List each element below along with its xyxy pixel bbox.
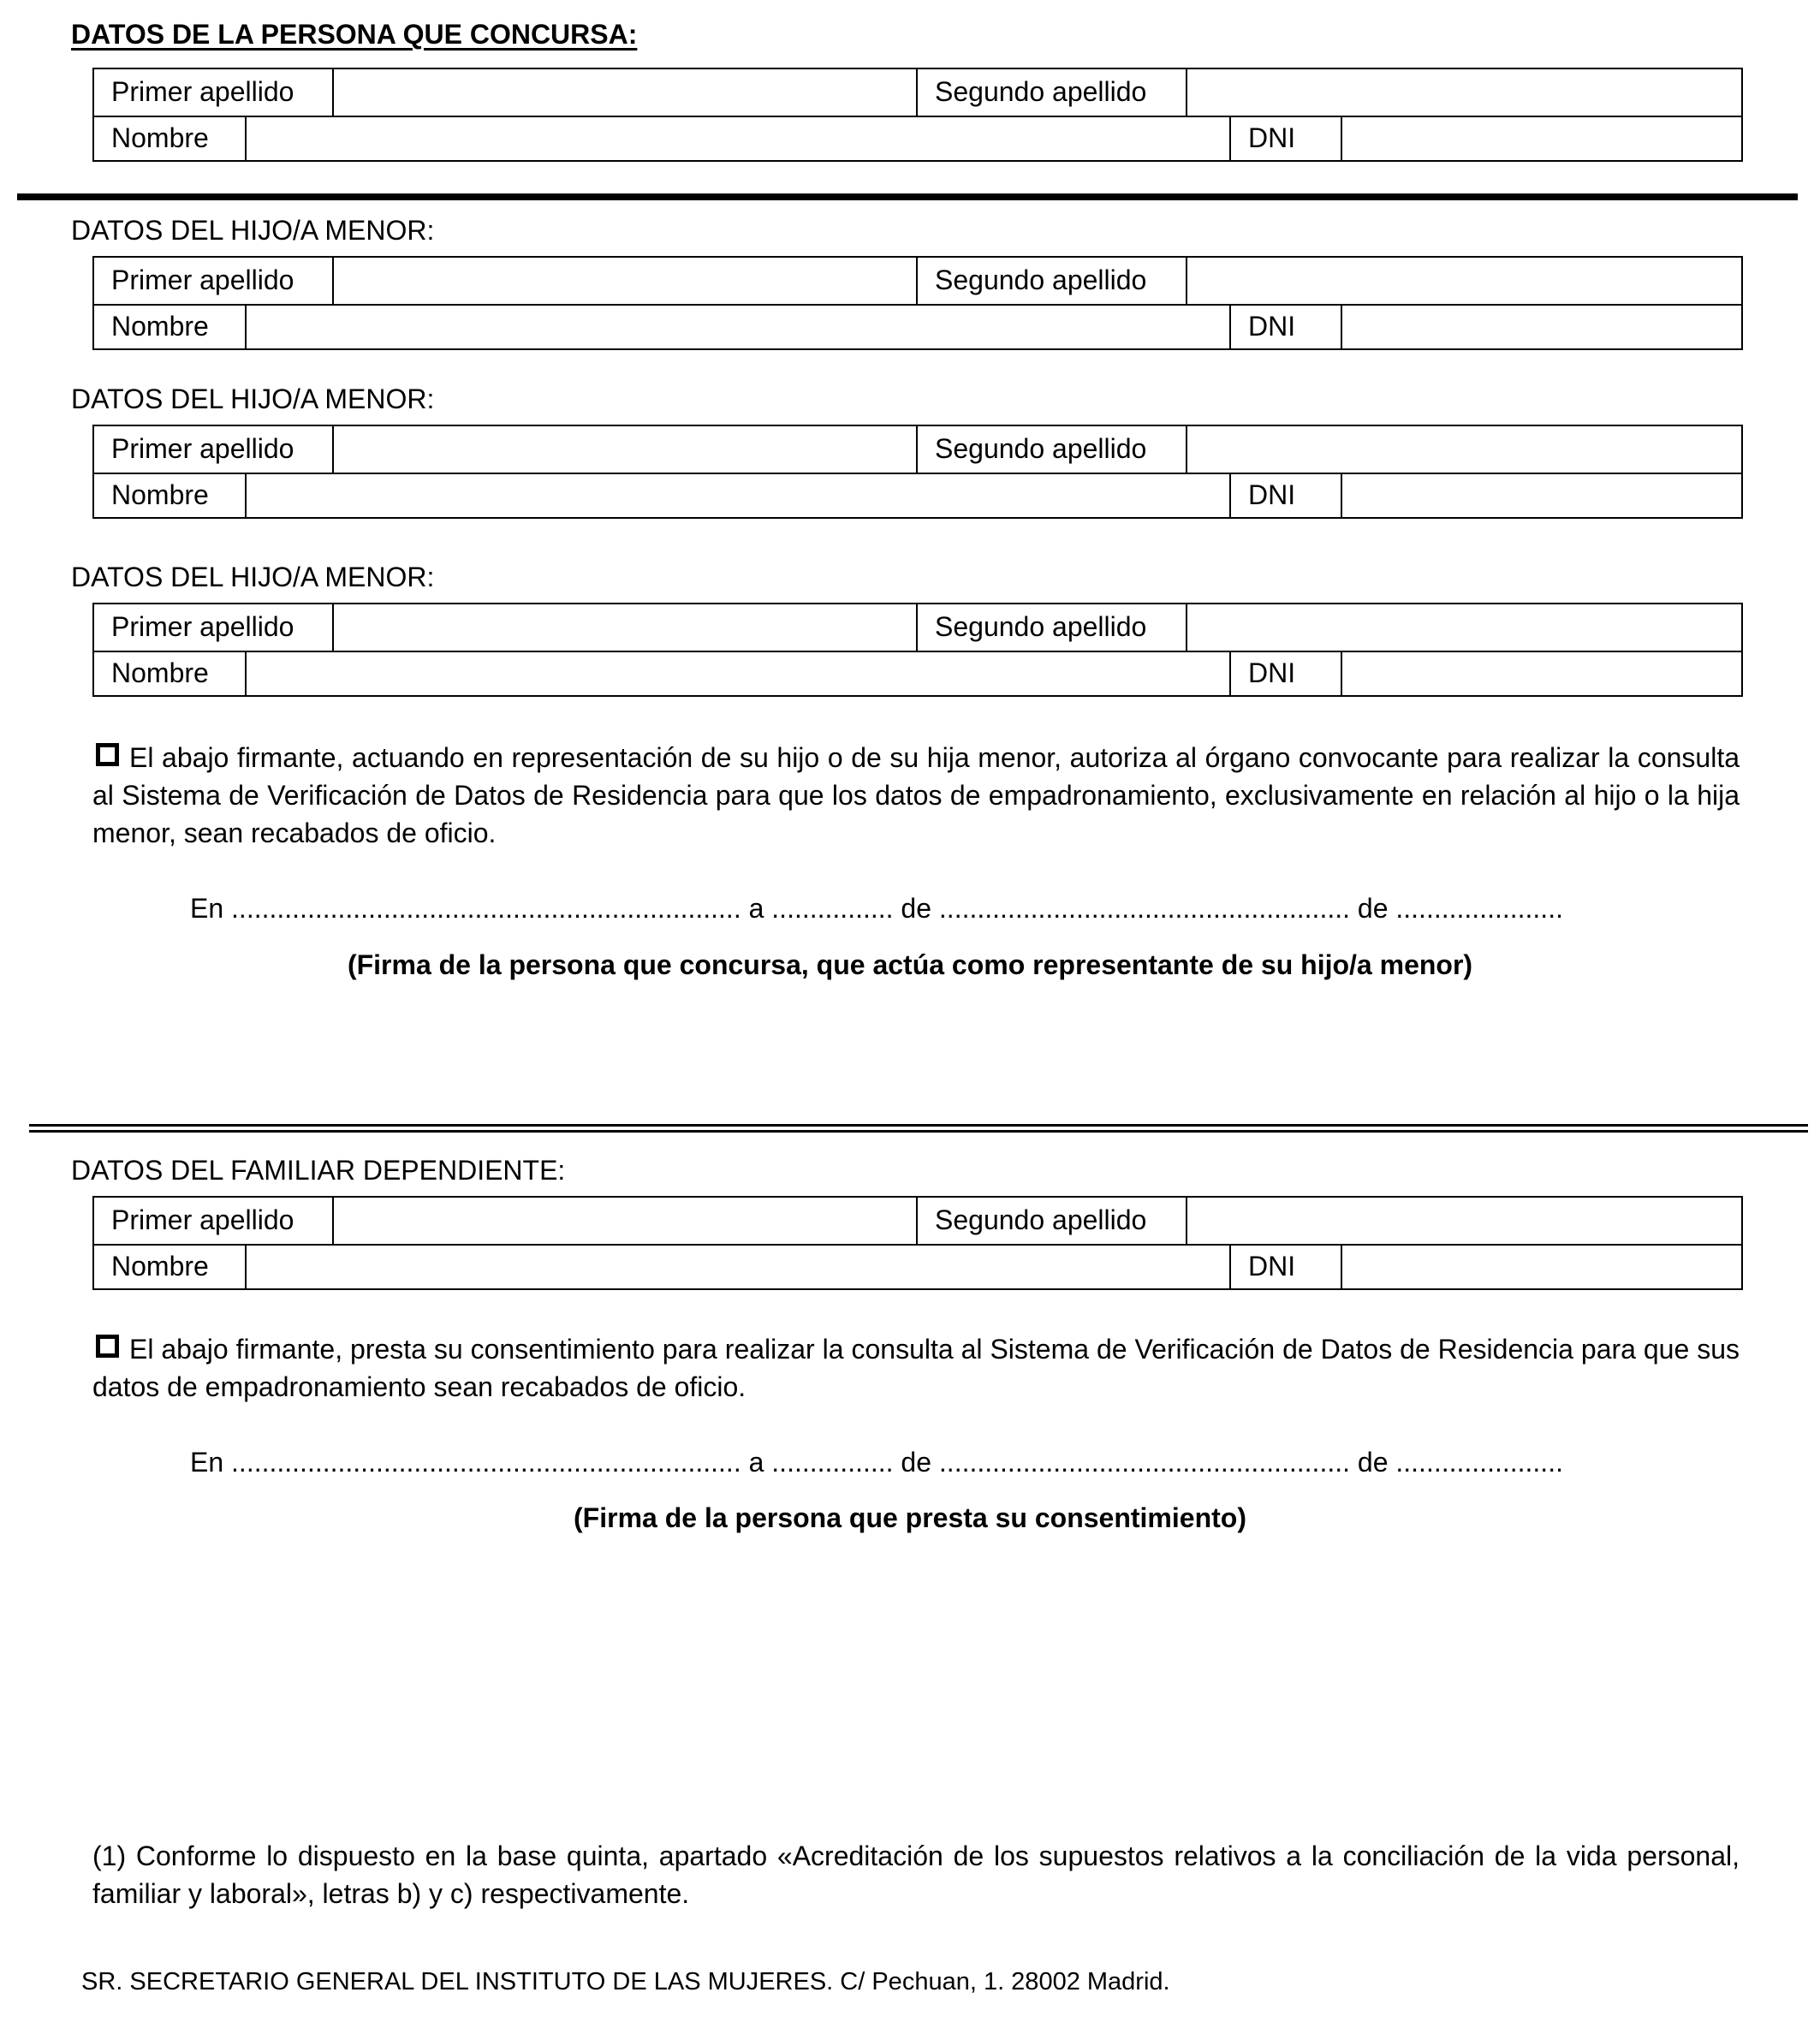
- form-row-apellidos: [94, 1198, 1741, 1246]
- section-title-familiar: DATOS DEL FAMILIAR DEPENDIENTE:: [71, 1155, 566, 1186]
- label-primer-apellido: Primer apellido: [111, 1204, 294, 1235]
- label-segundo-apellido: Segundo apellido: [916, 604, 1186, 651]
- label-primer-apellido: Primer apellido: [111, 265, 294, 295]
- nombre-field[interactable]: [245, 473, 1229, 517]
- date-line-minor: En ................................................................... a ................ de ...................................................... de ......................: [190, 893, 1563, 924]
- primer-apellido-field[interactable]: [332, 604, 916, 651]
- consent-minor-checkbox[interactable]: [96, 743, 119, 766]
- footnote: (1) Conforme lo dispuesto en la base quinta, apartado «Acreditación de los supuestos relativos a la conciliación de la vida personal, familiar y laboral», letras b) y c) respectivamente.: [92, 1841, 1740, 1909]
- date-line-family: En ................................................................... a ................ de ...................................................... de ......................: [190, 1447, 1563, 1478]
- label-nombre: Nombre: [111, 122, 209, 153]
- section-separator-double: [29, 1124, 1808, 1133]
- form-table-hijo-3: [92, 603, 1743, 697]
- label-segundo-apellido: Segundo apellido: [916, 426, 1186, 473]
- section-separator: [17, 193, 1798, 200]
- form-row-nombre-dni: [94, 304, 1741, 348]
- section-title-hijo-1: DATOS DEL HIJO/A MENOR:: [71, 215, 435, 246]
- consent-family-paragraph: [92, 1330, 1740, 1406]
- form-row-nombre-dni: [94, 473, 1741, 517]
- form-row-nombre-dni: [94, 651, 1741, 695]
- primer-apellido-field[interactable]: [332, 69, 916, 116]
- segundo-apellido-field[interactable]: [1186, 258, 1741, 304]
- form-table-hijo-2: [92, 425, 1743, 519]
- footer-address: SR. SECRETARIO GENERAL DEL INSTITUTO DE LAS MUJERES. C/ Pechuan, 1. 28002 Madrid.: [81, 1968, 1170, 1995]
- label-segundo-apellido: Segundo apellido: [916, 258, 1186, 304]
- form-table-hijo-1: [92, 256, 1743, 350]
- consent-minor-text: El abajo firmante, actuando en representación de su hijo o de su hija menor, autoriza al órgano convocante para realizar la consulta al Sistema de Verificación de Datos de Residencia para que los datos de empadronamiento, exclusivamente en relación al hijo o la hija menor, sean recabados de oficio.: [92, 742, 1740, 848]
- label-segundo-apellido: Segundo apellido: [916, 1198, 1186, 1244]
- form-row-nombre-dni: [94, 1244, 1741, 1288]
- form-row-apellidos: [94, 69, 1741, 117]
- label-segundo-apellido: Segundo apellido: [916, 69, 1186, 116]
- dni-field[interactable]: [1341, 1244, 1741, 1288]
- form-table-familiar: [92, 1196, 1743, 1290]
- form-row-apellidos: [94, 426, 1741, 474]
- form-row-nombre-dni: [94, 116, 1741, 160]
- signature-label-minor: (Firma de la persona que concursa, que actúa como representante de su hijo/a menor): [347, 949, 1473, 980]
- label-primer-apellido: Primer apellido: [111, 611, 294, 642]
- signature-label-family: (Firma de la persona que presta su consentimiento): [574, 1502, 1246, 1533]
- primer-apellido-field[interactable]: [332, 426, 916, 473]
- label-primer-apellido: Primer apellido: [111, 433, 294, 464]
- segundo-apellido-field[interactable]: [1186, 604, 1741, 651]
- label-dni: DNI: [1229, 304, 1341, 348]
- dni-field[interactable]: [1341, 473, 1741, 517]
- nombre-field[interactable]: [245, 304, 1229, 348]
- label-nombre: Nombre: [111, 1251, 209, 1282]
- consent-minor-paragraph: [92, 739, 1740, 852]
- nombre-field[interactable]: [245, 116, 1229, 160]
- consent-family-checkbox[interactable]: [96, 1335, 119, 1358]
- label-nombre: Nombre: [111, 311, 209, 342]
- dni-field[interactable]: [1341, 651, 1741, 695]
- label-dni: DNI: [1229, 473, 1341, 517]
- consent-family-text: El abajo firmante, presta su consentimiento para realizar la consulta al Sistema de Verificación de Datos de Residencia para que sus datos de empadronamiento sean recabados de oficio.: [92, 1334, 1740, 1402]
- primer-apellido-field[interactable]: [332, 1198, 916, 1244]
- label-dni: DNI: [1229, 1244, 1341, 1288]
- dni-field[interactable]: [1341, 304, 1741, 348]
- segundo-apellido-field[interactable]: [1186, 426, 1741, 473]
- label-nombre: Nombre: [111, 657, 209, 688]
- primer-apellido-field[interactable]: [332, 258, 916, 304]
- label-nombre: Nombre: [111, 479, 209, 510]
- form-table-concursa: [92, 68, 1743, 162]
- nombre-field[interactable]: [245, 651, 1229, 695]
- segundo-apellido-field[interactable]: [1186, 1198, 1741, 1244]
- label-dni: DNI: [1229, 651, 1341, 695]
- form-row-apellidos: [94, 258, 1741, 306]
- dni-field[interactable]: [1341, 116, 1741, 160]
- nombre-field[interactable]: [245, 1244, 1229, 1288]
- label-primer-apellido: Primer apellido: [111, 76, 294, 107]
- section-title-hijo-2: DATOS DEL HIJO/A MENOR:: [71, 384, 435, 414]
- section-title-hijo-3: DATOS DEL HIJO/A MENOR:: [71, 562, 435, 592]
- segundo-apellido-field[interactable]: [1186, 69, 1741, 116]
- form-row-apellidos: [94, 604, 1741, 652]
- section-title-concursa: DATOS DE LA PERSONA QUE CONCURSA:: [71, 19, 638, 50]
- label-dni: DNI: [1229, 116, 1341, 160]
